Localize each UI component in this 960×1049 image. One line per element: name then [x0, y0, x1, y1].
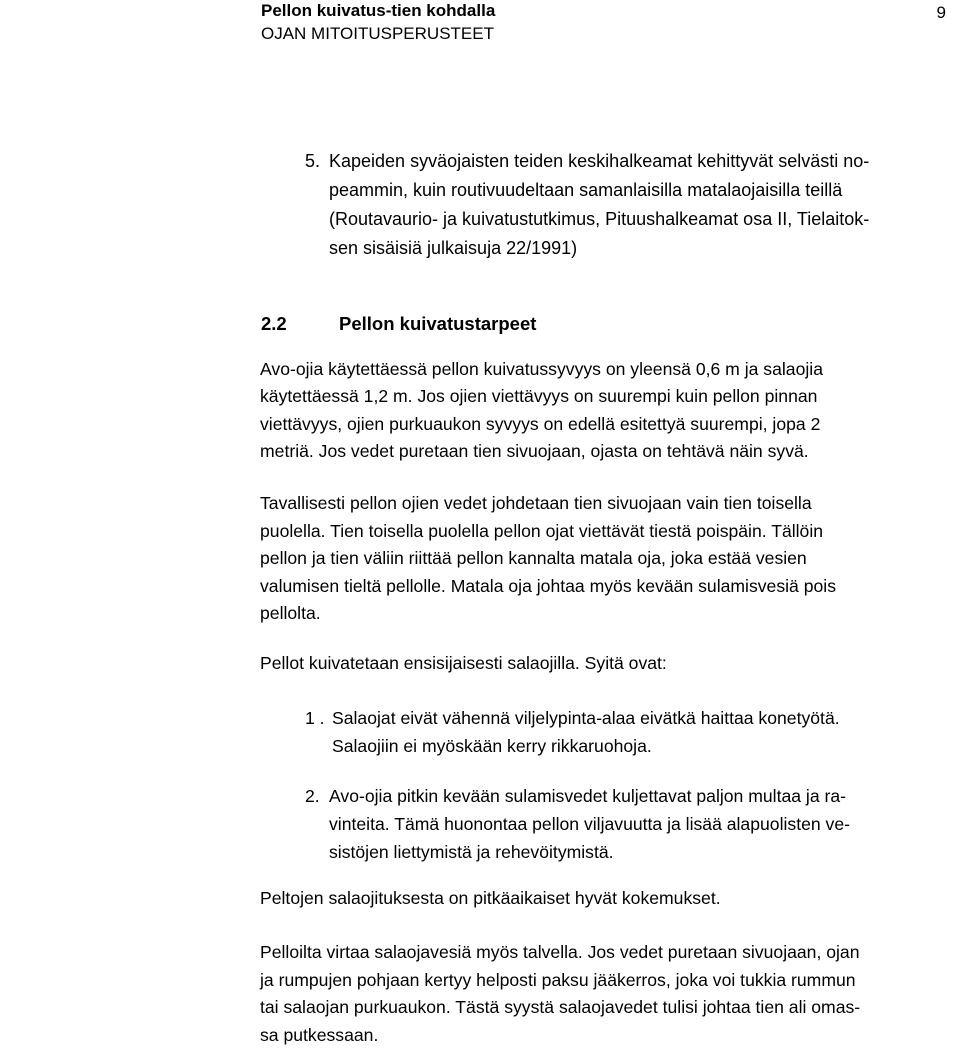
- text-line: Salaojiin ei myöskään kerry rikkaruohoja.: [332, 736, 652, 756]
- text-line: tai salaojan purkuaukon. Tästä syystä salaojavedet tulisi johtaa tien ali omas-: [260, 997, 861, 1018]
- text-line: sa putkessaan.: [260, 1024, 379, 1045]
- text-line: metriä. Jos vedet puretaan tien sivuojaan, ojasta on tehtävä näin syvä.: [260, 440, 809, 461]
- section-title: Pellon kuivatustarpeet: [339, 313, 537, 334]
- text-line: ja rumpujen pohjaan kertyy helposti paksu jääkerros, joka voi tukkia rummun: [260, 969, 856, 990]
- text-line: vinteita. Tämä huonontaa pellon viljavuutta ja lisää alapuolisten ve-: [329, 814, 850, 834]
- running-header-subtitle: OJAN MITOITUSPERUSTEET: [261, 24, 494, 43]
- section-number: 2.2: [261, 313, 287, 334]
- text-line: käytettäessä 1,2 m. Jos ojien viettävyys on suurempi kuin pellon pinnan: [260, 386, 818, 407]
- paragraph-1: [260, 356, 956, 465]
- text-line: Pelloilta virtaa salaojavesiä myös talvella. Jos vedet puretaan sivuojaan, ojan: [260, 942, 860, 962]
- text-line: sistöjen liettymistä ja rehevöitymistä.: [329, 842, 614, 862]
- paragraph-4: [260, 885, 956, 912]
- list-item-text: [329, 782, 850, 866]
- text-line: peammin, kuin routivuudeltaan samanlaisilla matalaojaisilla teillä: [329, 180, 843, 200]
- list-item-text: [329, 147, 869, 263]
- text-line: pellon ja tien väliin riittää pellon kannalta matala oja, joka estää vesien: [260, 548, 807, 569]
- list-item-number: 2.: [305, 786, 320, 806]
- text-line: valumisen tieltä pellolle. Matala oja johtaa myös kevään sulamisvesiä pois: [260, 575, 836, 596]
- section-heading: [261, 311, 536, 337]
- text-line: (Routavaurio- ja kuivatustutkimus, Pituushalkeamat osa II, Tielaitok-: [329, 209, 870, 229]
- list-item-number: 5.: [305, 151, 321, 171]
- paragraph-3: [260, 650, 956, 677]
- list-item-text: [332, 704, 840, 760]
- page-number: 9: [936, 3, 946, 22]
- paragraph-2: [260, 490, 956, 628]
- text-line: Tavallisesti pellon ojien vedet johdetaan tien sivuojaan vain tien toisella: [260, 493, 812, 513]
- text-line: Salaojat eivät vähennä viljelypinta-alaa eivätkä haittaa konetyötä.: [332, 708, 840, 728]
- text-line: pellolta.: [260, 603, 321, 624]
- running-header-title: Pellon kuivatus-tien kohdalla: [261, 1, 496, 20]
- text-line: sen sisäisiä julkaisuja 22/1991): [329, 238, 578, 258]
- text-line: viettävyys, ojien purkuaukon syvyys on edellä esitettyä suurempi, jopa 2: [260, 413, 821, 434]
- text-line: puolella. Tien toisella puolella pellon ojat viettävät tiestä poispäin. Tällöin: [260, 520, 824, 541]
- text-line: Peltojen salaojituksesta on pitkäaikaiset hyvät kokemukset.: [260, 888, 721, 908]
- text-line: Avo-ojia käytettäessä pellon kuivatussyvyys on yleensä 0,6 m ja salaojia: [260, 359, 823, 379]
- list-item-number: 1 .: [305, 708, 325, 728]
- text-line: Avo-ojia pitkin kevään sulamisvedet kuljettavat paljon multaa ja ra-: [329, 786, 847, 806]
- text-line: Pellot kuivatetaan ensisijaisesti salaojilla. Syitä ovat:: [260, 653, 667, 673]
- paragraph-5: [260, 939, 956, 1049]
- text-line: Kapeiden syväojaisten teiden keskihalkeamat kehittyvät selvästi no-: [329, 151, 870, 171]
